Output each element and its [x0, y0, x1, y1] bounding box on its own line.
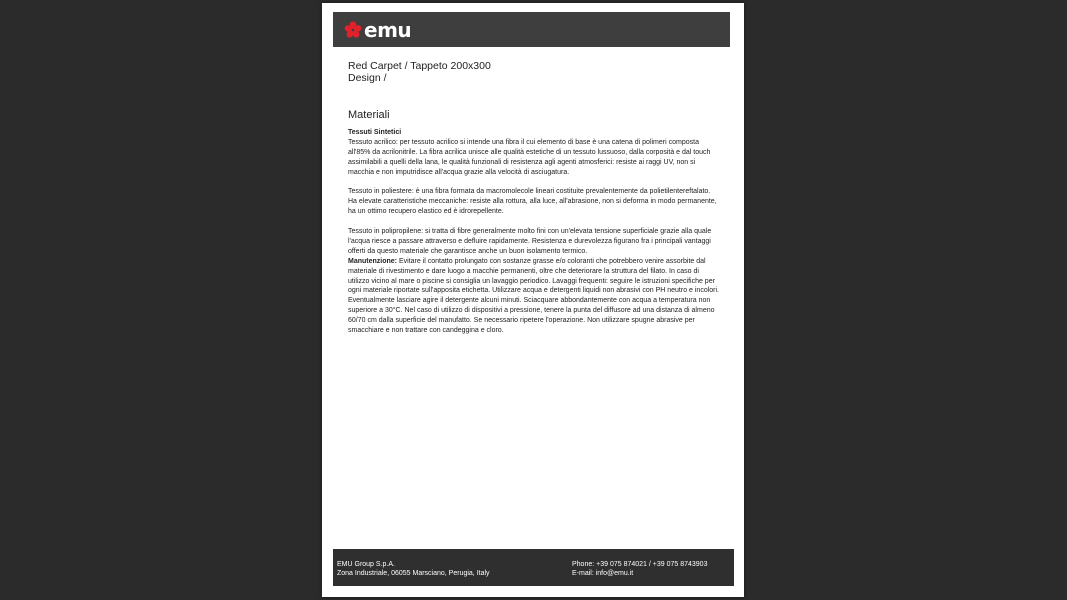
document-page [322, 3, 744, 597]
footer-company-info [337, 560, 490, 578]
logo-text: emu [364, 18, 412, 42]
maintenance-label: Manutenzione: [348, 257, 397, 265]
contact-email: E-mail: info@emu.it [572, 570, 634, 577]
maintenance-text: Evitare il contatto prolungato con sostanze grasse e/o coloranti che potrebbero venire assorbite dal materiale di rivestimento e dare luogo a macchie permanenti, oltre che deteriorare la struttura del filato. In caso di utilizzo vicino al mare o piscine si consiglia un lavaggio periodico. Lavaggi frequenti: seguire le istruzioni specifiche per ogni materiale riportate sull'apposita etichetta. Utilizzare acqua e detergenti liquidi non abrasivi con PH neutro e incolori. Eventualmente lasciare agire il detergente alcuni minuti. Sciacquare abbondantemente con acqua a temperatura non superiore a 30°C. Nel caso di utilizzo di dispositivi a pressione, tenere la punta del diffusore ad una distanza di almeno 60/70 cm dalla superficie del manufatto. Se necessario ripetere l'operazione. Non utilizzare spugne abrasive per smacchiare e non trattare con candeggina e cloro. [348, 257, 719, 335]
subheading-synthetic: Tessuti Sintetici [348, 129, 402, 136]
section-title: Materiali [348, 109, 390, 121]
paragraph-polyester: Tessuto in poliestere: è una fibra formata da macromolecole lineari costituite prevalentemente da polietilentereftalato. Ha elevate caratteristiche meccaniche: resiste alla rottura, alla luce, all'abrasione, non si deforma in modo permanente, ha un ottimo recupero elastico ed è idrorepellente. [348, 188, 717, 216]
paragraph-acrylic: Tessuto acrilico: per tessuto acrilico si intende una fibra il cui elemento di base è una catena di polimeri composta all'85% da acrilonitrile. La fibra acrilica unisce alle qualità estetiche di un tessuto lussuoso, dalla corposità e dal touch assimilabili a quelli della lana, le qualità funzionali di resistenza agli agenti atmosferici: resiste ai raggi UV, non si macchia e non imputridisce all'acqua grazie alla velocità di asciugatura. [348, 138, 711, 176]
design-line: Design / [348, 72, 387, 84]
paragraph-maintenance [348, 257, 720, 336]
contact-phone: Phone: +39 075 874021 / +39 075 8743903 [572, 561, 708, 568]
flower-icon [344, 21, 362, 39]
footer-band [333, 549, 734, 586]
header-band [333, 12, 730, 47]
document-title [348, 60, 718, 84]
paragraph-polypropylene: Tessuto in polipropilene: si tratta di fibre generalmente molto fini con un'elevata tensione superficiale grazie alla quale l'acqua riesce a passare attraverso e defluire rapidamente. Resistenza e durevolezza figurano fra i principali vantaggi offerti da questo materiale che garantisce anche un buon isolamento termico. [348, 228, 712, 255]
emu-logo [344, 18, 411, 42]
product-title: Red Carpet / Tappeto 200x300 [348, 60, 491, 72]
company-name: EMU Group S.p.A. [337, 561, 395, 568]
materials-body [348, 128, 720, 336]
footer-contact-info [572, 560, 707, 578]
company-address: Zona Industriale, 06055 Marsciano, Perugia, Italy [337, 570, 490, 577]
